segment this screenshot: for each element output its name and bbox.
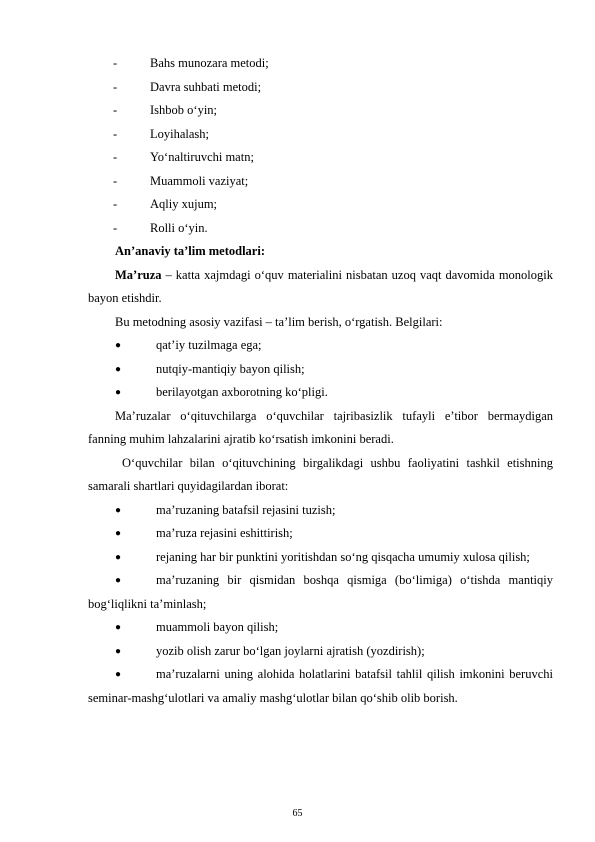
list-item bbox=[88, 76, 553, 100]
maruza-term: Ma’ruza bbox=[115, 267, 162, 282]
bullet-icon: ● bbox=[115, 645, 122, 657]
list-item-text: Davra suhbati metodi; bbox=[150, 79, 262, 94]
maruza-paragraph bbox=[88, 264, 553, 311]
list-item bbox=[88, 522, 553, 546]
list-item-text: ma’ruzaning bir qismidan boshqa qismiga (bo‘limiga) o‘tishda mantiqiy bog‘liqlikni ta’minlash; bbox=[88, 573, 553, 611]
list-item-text: Yo‘naltiruvchi matn; bbox=[150, 150, 254, 164]
list-item bbox=[88, 663, 553, 710]
list-item-text: ma’ruzaning batafsil rejasini tuzish; bbox=[156, 502, 336, 517]
bullet-icon: ● bbox=[115, 622, 122, 633]
list-item bbox=[88, 146, 553, 170]
list-item bbox=[88, 193, 553, 217]
list-item-text: rejaning har bir punktini yoritishdan so‘ng qisqacha umumiy xulosa qilish; bbox=[156, 549, 530, 564]
bullet-icon: ● bbox=[115, 669, 122, 680]
list-item-text: Aqliy xujum; bbox=[150, 197, 218, 211]
dash-marker: - bbox=[113, 197, 118, 211]
bullet-icon: ● bbox=[115, 387, 122, 398]
list-item-text: Ishbob o‘yin; bbox=[150, 103, 218, 117]
purpose-line: Bu metodning asosiy vazifasi – ta’lim berish, o‘rgatish. Belgilari: bbox=[115, 314, 443, 329]
dash-marker: - bbox=[113, 173, 118, 188]
bullet-icon: ● bbox=[115, 504, 122, 516]
list-item-text: Loyihalash; bbox=[150, 126, 210, 141]
bullet-icon: ● bbox=[115, 363, 122, 375]
list-item bbox=[88, 499, 553, 523]
features-list bbox=[88, 334, 553, 405]
cooperation-paragraph: O‘quvchilar bilan o‘qituvchining birgalikdagi ushbu faoliyatini tashkil etishning samarali shartlari quyidagilardan iborat: bbox=[88, 455, 553, 493]
dash-marker: - bbox=[113, 220, 118, 235]
list-item bbox=[88, 170, 553, 194]
list-item bbox=[88, 123, 553, 147]
list-item-text: ma’ruzalarni uning alohida holatlarini batafsil tahlil qilish imkonini beruvchi seminar-mashg‘ulotlari va amaliy mashg‘ulotlar bilan qo‘shib olib borish. bbox=[88, 667, 553, 705]
section-heading: An’anaviy ta’lim metodlari: bbox=[115, 244, 265, 258]
list-item-text: Bahs munozara metodi; bbox=[150, 56, 269, 70]
list-item bbox=[88, 334, 553, 358]
list-item bbox=[88, 616, 553, 640]
list-item-text: yozib olish zarur bo‘lgan joylarni ajratish (yozdirish); bbox=[156, 643, 425, 658]
list-item bbox=[88, 99, 553, 123]
list-item bbox=[88, 52, 553, 76]
list-item-text: Muammoli vaziyat; bbox=[150, 173, 249, 188]
list-item-text: Rolli o‘yin. bbox=[150, 220, 208, 235]
bullet-icon: ● bbox=[115, 551, 122, 563]
dash-marker: - bbox=[113, 103, 118, 117]
list-item bbox=[88, 546, 553, 570]
page-content bbox=[88, 52, 553, 710]
list-item bbox=[88, 640, 553, 664]
dash-marker: - bbox=[113, 150, 118, 164]
list-item-text: qat’iy tuzilmaga ega; bbox=[156, 338, 262, 352]
page-number: 65 bbox=[292, 808, 303, 819]
conditions-list bbox=[88, 499, 553, 711]
list-item-text: berilayotgan axborotning ko‘pligi. bbox=[156, 385, 328, 399]
dash-marker: - bbox=[113, 79, 118, 94]
bullet-icon: ● bbox=[115, 575, 122, 586]
dash-marker: - bbox=[113, 126, 118, 141]
list-item bbox=[88, 358, 553, 382]
bullet-icon: ● bbox=[115, 528, 122, 539]
experience-paragraph: Ma’ruzalar o‘qituvchilarga o‘quvchilar tajribasizlik tufayli e’tibor bermaydigan fanning muhim lahzalarini ajratib ko‘rsatish imkonini beradi. bbox=[88, 408, 553, 446]
list-item-text: nutqiy-mantiqiy bayon qilish; bbox=[156, 361, 305, 376]
list-item-text: ma’ruza rejasini eshittirish; bbox=[156, 526, 293, 540]
list-item bbox=[88, 569, 553, 616]
list-item bbox=[88, 381, 553, 405]
bullet-icon: ● bbox=[115, 340, 122, 351]
list-item-text: muammoli bayon qilish; bbox=[156, 620, 279, 634]
list-item bbox=[88, 217, 553, 241]
method-list bbox=[88, 52, 553, 240]
dash-marker: - bbox=[113, 56, 118, 70]
maruza-definition: – katta xajmdagi o‘quv materialini nisbatan uzoq vaqt davomida monologik bayon etishdir. bbox=[88, 267, 553, 305]
